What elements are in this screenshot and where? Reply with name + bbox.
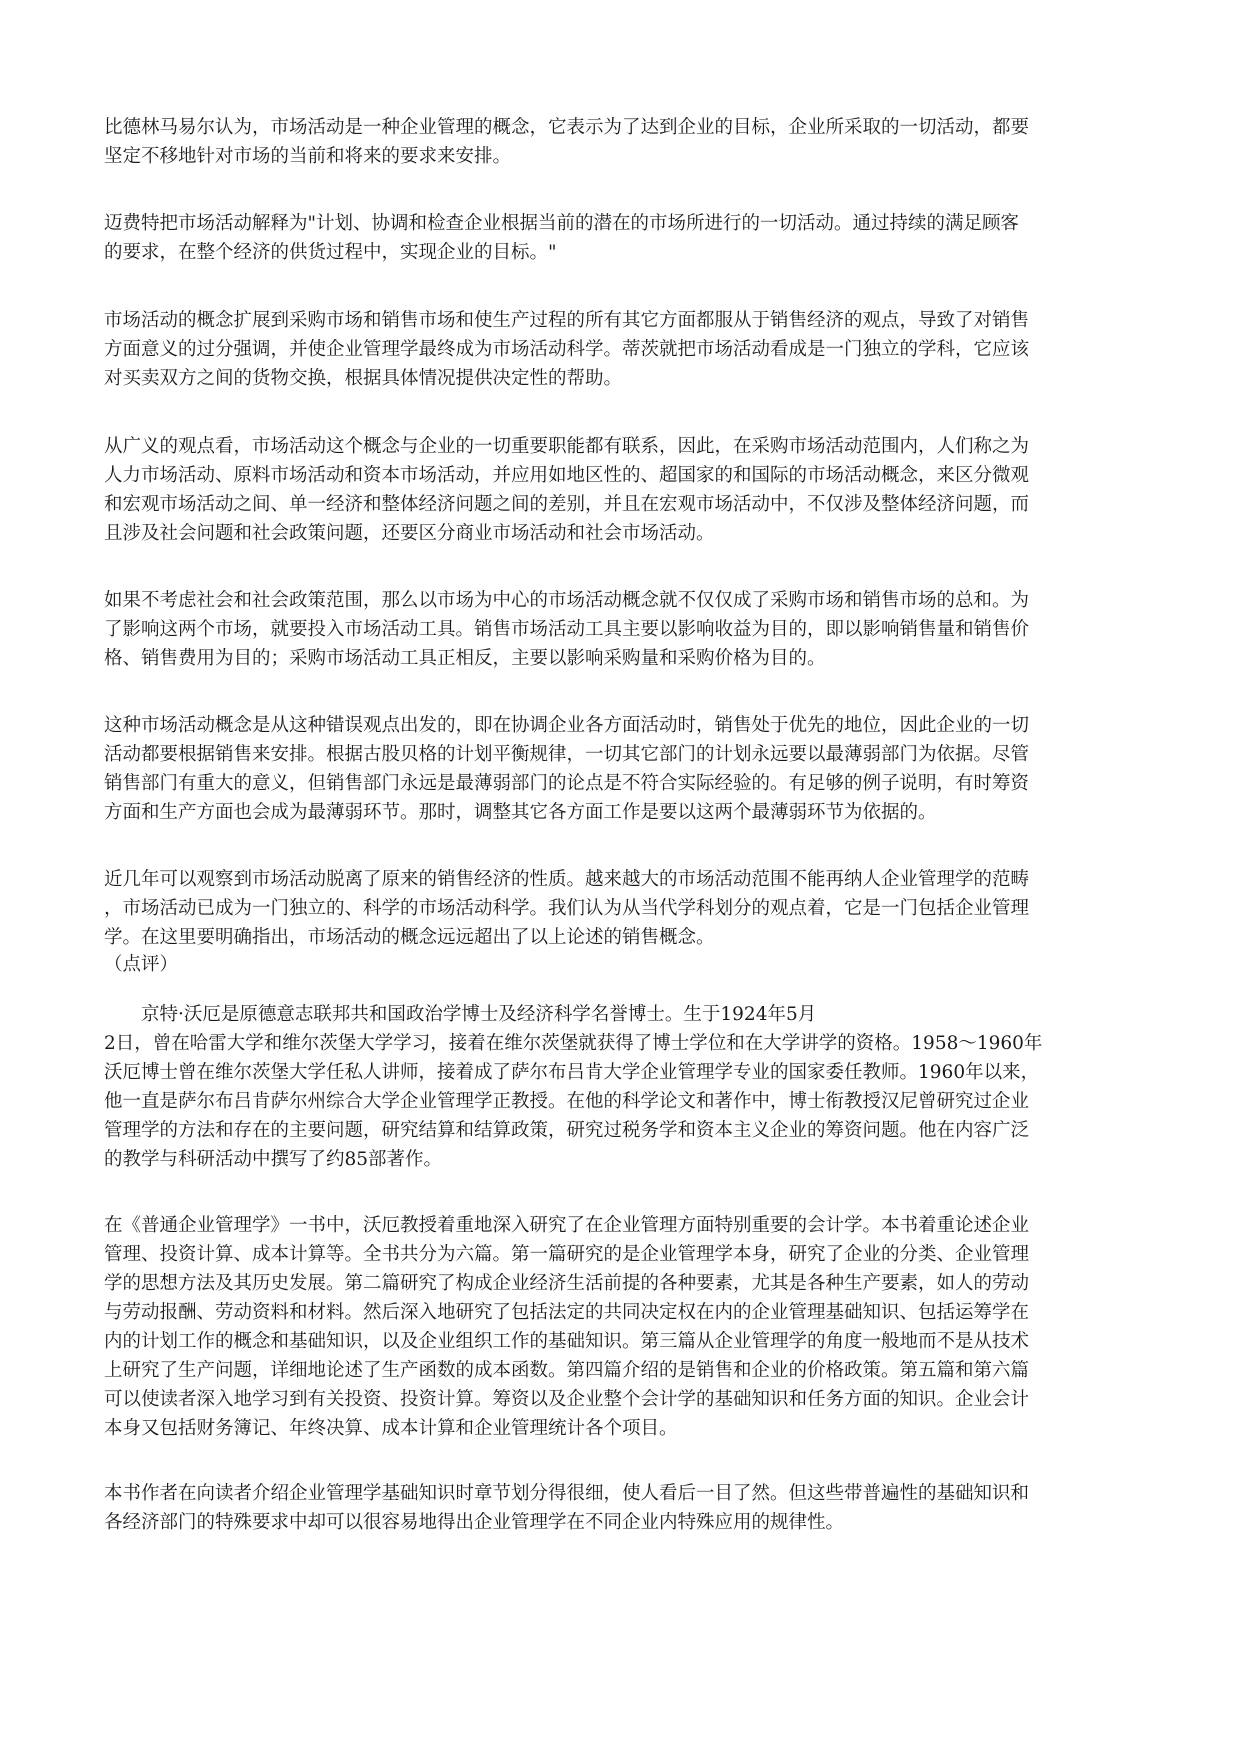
text-line: 方面和生产方面也会成为最薄弱环节。那时，调整其它各方面工作是要以这两个最薄弱环节为依据的。 xyxy=(104,802,937,823)
text-line: 坚定不移地针对市场的当前和将来的要求来安排。 xyxy=(104,146,512,167)
paragraph-recent-years xyxy=(104,865,1144,952)
paragraph-maifeite xyxy=(104,209,1144,267)
text-line: 和宏观市场活动之间、单一经济和整体经济问题之间的差别，并且在宏观市场活动中，不仅涉及整体经济问题，而 xyxy=(104,494,1030,515)
text-line: 管理、投资计算、成本计算等。全书共分为六篇。第一篇研究的是企业管理学本身，研究了企业的分类、企业管理 xyxy=(104,1244,1030,1265)
paragraph-book-summary xyxy=(104,1211,1144,1443)
text-line: 上研究了生产问题，详细地论述了生产函数的成本函数。第四篇介绍的是销售和企业的价格政策。第五篇和第六篇 xyxy=(104,1360,1030,1381)
text-line: 的教学与科研活动中撰写了约85部著作。 xyxy=(104,1149,443,1170)
text-line: 在《普通企业管理学》一书中，沃厄教授着重地深入研究了在企业管理方面特别重要的会计学。本书着重论述企业 xyxy=(104,1215,1030,1236)
text-line: 可以使读者深入地学习到有关投资、投资计算。筹资以及企业整个会计学的基础知识和任务方面的知识。企业会计 xyxy=(104,1389,1030,1410)
text-line: 管理学的方法和存在的主要问题，研究结算和结算政策，研究过税务学和资本主义企业的筹资问题。他在内容广泛 xyxy=(104,1120,1030,1141)
text-line: 这种市场活动概念是从这种错误观点出发的，即在协调企业各方面活动时，销售处于优先的地位，因此企业的一切 xyxy=(104,715,1030,736)
text-line: 学的思想方法及其历史发展。第二篇研究了构成企业经济生活前提的各种要素，尤其是各种生产要素，如人的劳动 xyxy=(104,1273,1030,1294)
paragraph-market-concept xyxy=(104,306,1144,393)
text-line: 从广义的观点看，市场活动这个概念与企业的一切重要职能都有联系，因此，在采购市场活动范围内，人们称之为 xyxy=(104,436,1030,457)
text-line: 且涉及社会问题和社会政策问题，还要区分商业市场活动和社会市场活动。 xyxy=(104,523,715,544)
text-line: 人力市场活动、原料市场活动和资本市场活动，并应用如地区性的、超国家的和国际的市场活动概念，来区分微观 xyxy=(104,465,1030,486)
paragraph-closing xyxy=(104,1479,1144,1537)
text-line: ，市场活动已成为一门独立的、科学的市场活动科学。我们认为从当代学科划分的观点着，它是一门包括企业管理 xyxy=(104,898,1030,919)
text-line: 各经济部门的特殊要求中却可以很容易地得出企业管理学在不同企业内特殊应用的规律性。 xyxy=(104,1512,845,1533)
text-line: 比德林马易尔认为，市场活动是一种企业管理的概念，它表示为了达到企业的目标，企业所采取的一切活动，都要 xyxy=(104,117,1030,138)
text-line: 他一直是萨尔布吕肯萨尔州综合大学企业管理学正教授。在他的科学论文和著作中，博士衔教授汉尼曾研究过企业 xyxy=(104,1091,1030,1112)
text-line: 2日，曾在哈雷大学和维尔茨堡大学学习，接着在维尔茨堡就获得了博士学位和在大学讲学的资格。1958～1960年 xyxy=(104,1033,1043,1054)
text-line: 本书作者在向读者介绍企业管理学基础知识时章节划分得很细，使人看后一目了然。但这些带普遍性的基础知识和 xyxy=(104,1483,1030,1504)
text-line: 沃厄博士曾在维尔茨堡大学任私人讲师，接着成了萨尔布吕肯大学企业管理学专业的国家委任教师。1960年以来， xyxy=(104,1062,1040,1083)
text-line: 迈费特把市场活动解释为"计划、协调和检查企业根据当前的潜在的市场所进行的一切活动。通过持续的满足顾客 xyxy=(104,213,1020,234)
text-line: 本身又包括财务簿记、年终决算、成本计算和企业管理统计各个项目。 xyxy=(104,1418,678,1439)
paragraph-author-bio xyxy=(104,1000,1144,1174)
comment-heading: （点评） xyxy=(104,954,179,975)
text-line: 格、销售费用为目的；采购市场活动工具正相反，主要以影响采购量和采购价格为目的。 xyxy=(104,648,826,669)
text-line: 销售部门有重大的意义，但销售部门永远是最薄弱部门的论点是不符合实际经验的。有足够的例子说明，有时筹资 xyxy=(104,773,1030,794)
text-line: 对买卖双方之间的货物交换，根据具体情况提供决定性的帮助。 xyxy=(104,368,623,389)
text-line: 了影响这两个市场，就要投入市场活动工具。销售市场活动工具主要以影响收益为目的，即以影响销售量和销售价 xyxy=(104,619,1030,640)
text-line: 如果不考虑社会和社会政策范围，那么以市场为中心的市场活动概念就不仅仅成了采购市场和销售市场的总和。为 xyxy=(104,590,1030,611)
paragraph-wrong-view xyxy=(104,711,1144,827)
text-line: 活动都要根据销售来安排。根据古股贝格的计划平衡规律，一切其它部门的计划永远要以最薄弱部门为依据。尽管 xyxy=(104,744,1030,765)
text-line: 京特·沃厄是原德意志联邦共和国政治学博士及经济科学名誉博士。生于1924年5月 xyxy=(104,1004,817,1025)
text-line: 市场活动的概念扩展到采购市场和销售市场和使生产过程的所有其它方面都服从于销售经济的观点，导致了对销售 xyxy=(104,310,1030,331)
paragraph-social-policy xyxy=(104,586,1144,673)
paragraph-broad-view xyxy=(104,432,1144,548)
text-line: 与劳动报酬、劳动资料和材料。然后深入地研究了包括法定的共同决定权在内的企业管理基础知识、包括运筹学在 xyxy=(104,1302,1030,1323)
text-line: 近几年可以观察到市场活动脱离了原来的销售经济的性质。越来越大的市场活动范围不能再纳人企业管理学的范畴 xyxy=(104,869,1030,890)
text-line: 学。在这里要明确指出，市场活动的概念远远超出了以上论述的销售概念。 xyxy=(104,927,715,948)
text-line: 的要求，在整个经济的供货过程中，实现企业的目标。" xyxy=(104,242,557,263)
text-line: 方面意义的过分强调，并使企业管理学最终成为市场活动科学。蒂茨就把市场活动看成是一门独立的学科，它应该 xyxy=(104,339,1030,360)
paragraph-bidelin xyxy=(104,113,1144,171)
text-line: 内的计划工作的概念和基础知识，以及企业组织工作的基础知识。第三篇从企业管理学的角度一般地而不是从技术 xyxy=(104,1331,1030,1352)
